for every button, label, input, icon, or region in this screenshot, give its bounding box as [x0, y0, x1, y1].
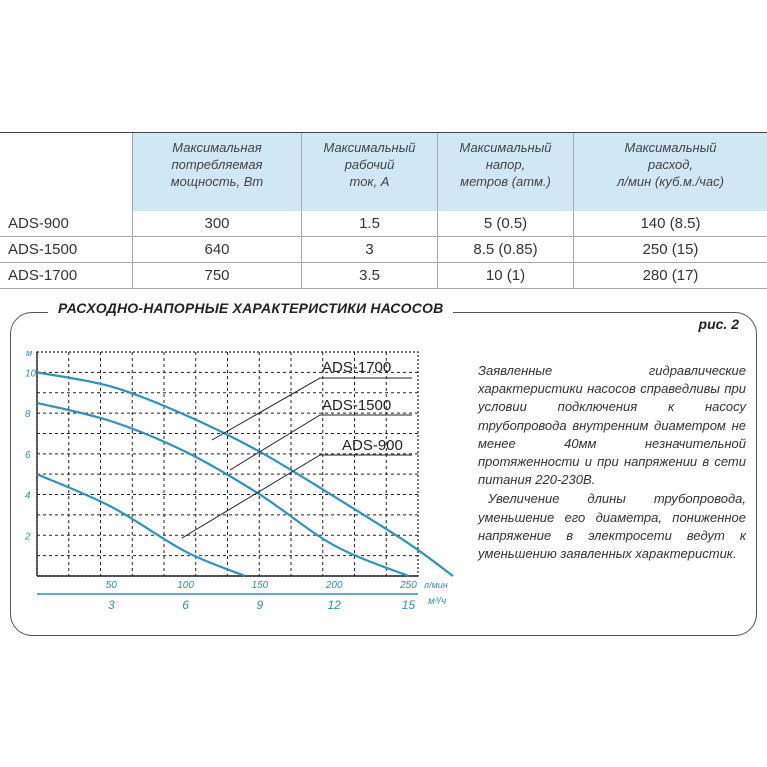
- description-paragraph-1: Заявленные гидравлические характеристики насосов справедливы при условии подключения к насосу трубопровода внутренним диаметром не менее 40мм незначительной протяженности и при напряжении в сети питания 220-230В.: [478, 363, 746, 488]
- cell-model: ADS-1500: [0, 237, 133, 263]
- y-tick-label: 4: [25, 490, 31, 502]
- cell-head: 8.5 (0.85): [438, 237, 574, 263]
- cell-power: 300: [133, 211, 302, 237]
- header-flow-line3: л/мин (куб.м./час): [617, 174, 724, 189]
- cell-flow: 280 (17): [574, 263, 767, 289]
- header-current-line1: Максимальный: [323, 140, 416, 155]
- cell-head: 10 (1): [438, 263, 574, 289]
- cell-power: 750: [133, 263, 302, 289]
- x-tick-label: 200: [325, 580, 343, 591]
- cell-model: ADS-900: [0, 211, 133, 237]
- x2-tick-label: 12: [327, 598, 341, 612]
- cell-flow: 140 (8.5): [574, 211, 767, 237]
- x-tick-label: 50: [105, 580, 117, 591]
- header-power-line3: мощность, Вт: [170, 174, 264, 189]
- y-tick-label: 10: [25, 368, 37, 380]
- x2-axis-label: м³/ч: [428, 596, 447, 607]
- description: [478, 362, 746, 563]
- series-line-ads-1500: [37, 403, 408, 576]
- series-line-ads-900: [37, 474, 245, 576]
- header-head-line3: метров (атм.): [460, 174, 551, 189]
- cell-current: 1.5: [302, 211, 438, 237]
- x2-tick-label: 3: [107, 598, 115, 612]
- y-tick-label: 2: [25, 531, 31, 543]
- series-label: ADS-1700: [322, 359, 392, 376]
- header-head-line2: напор,: [485, 157, 526, 172]
- header-flow-line2: расход,: [647, 157, 694, 172]
- y-tick-label: 8: [25, 409, 31, 421]
- header-current-line2: рабочий: [344, 157, 395, 172]
- y-tick-label: 6: [25, 449, 31, 461]
- header-current-line3: ток, А: [349, 174, 390, 189]
- cell-current: 3.5: [302, 263, 438, 289]
- cell-model: ADS-1700: [0, 263, 133, 289]
- x2-tick-label: 15: [401, 598, 416, 612]
- header-flow-line1: Максимальный: [624, 140, 717, 155]
- cell-power: 640: [133, 237, 302, 263]
- x-tick-label: 150: [251, 580, 269, 591]
- figure-label: рис. 2: [698, 316, 739, 332]
- section-title: РАСХОДНО-НАПОРНЫЕ ХАРАКТЕРИСТИКИ НАСОСОВ: [48, 300, 453, 316]
- series-label: ADS-1500: [322, 397, 392, 414]
- y-axis-label: м: [26, 348, 33, 358]
- x-tick-label: 100: [177, 580, 194, 591]
- cell-current: 3: [302, 237, 438, 263]
- cell-head: 5 (0.5): [438, 211, 574, 237]
- description-paragraph-2: Увеличение длины трубопровода, уменьшение его диаметра, пониженное напряжение в электросети ведут к уменьшению заявленных характеристик.: [478, 491, 746, 562]
- x-axis-label: л/мин: [424, 580, 448, 590]
- x2-tick-label: 6: [182, 598, 189, 612]
- x-tick-label: 250: [400, 580, 417, 591]
- header-power-line2: потребляемая: [171, 157, 263, 172]
- x2-tick-label: 9: [256, 598, 264, 612]
- plot-border: [37, 352, 418, 576]
- cell-flow: 250 (15): [574, 237, 767, 263]
- series-label: ADS-900: [342, 437, 403, 454]
- header-power-line1: Максимальная: [172, 140, 262, 155]
- header-head-line1: Максимальный: [459, 140, 552, 155]
